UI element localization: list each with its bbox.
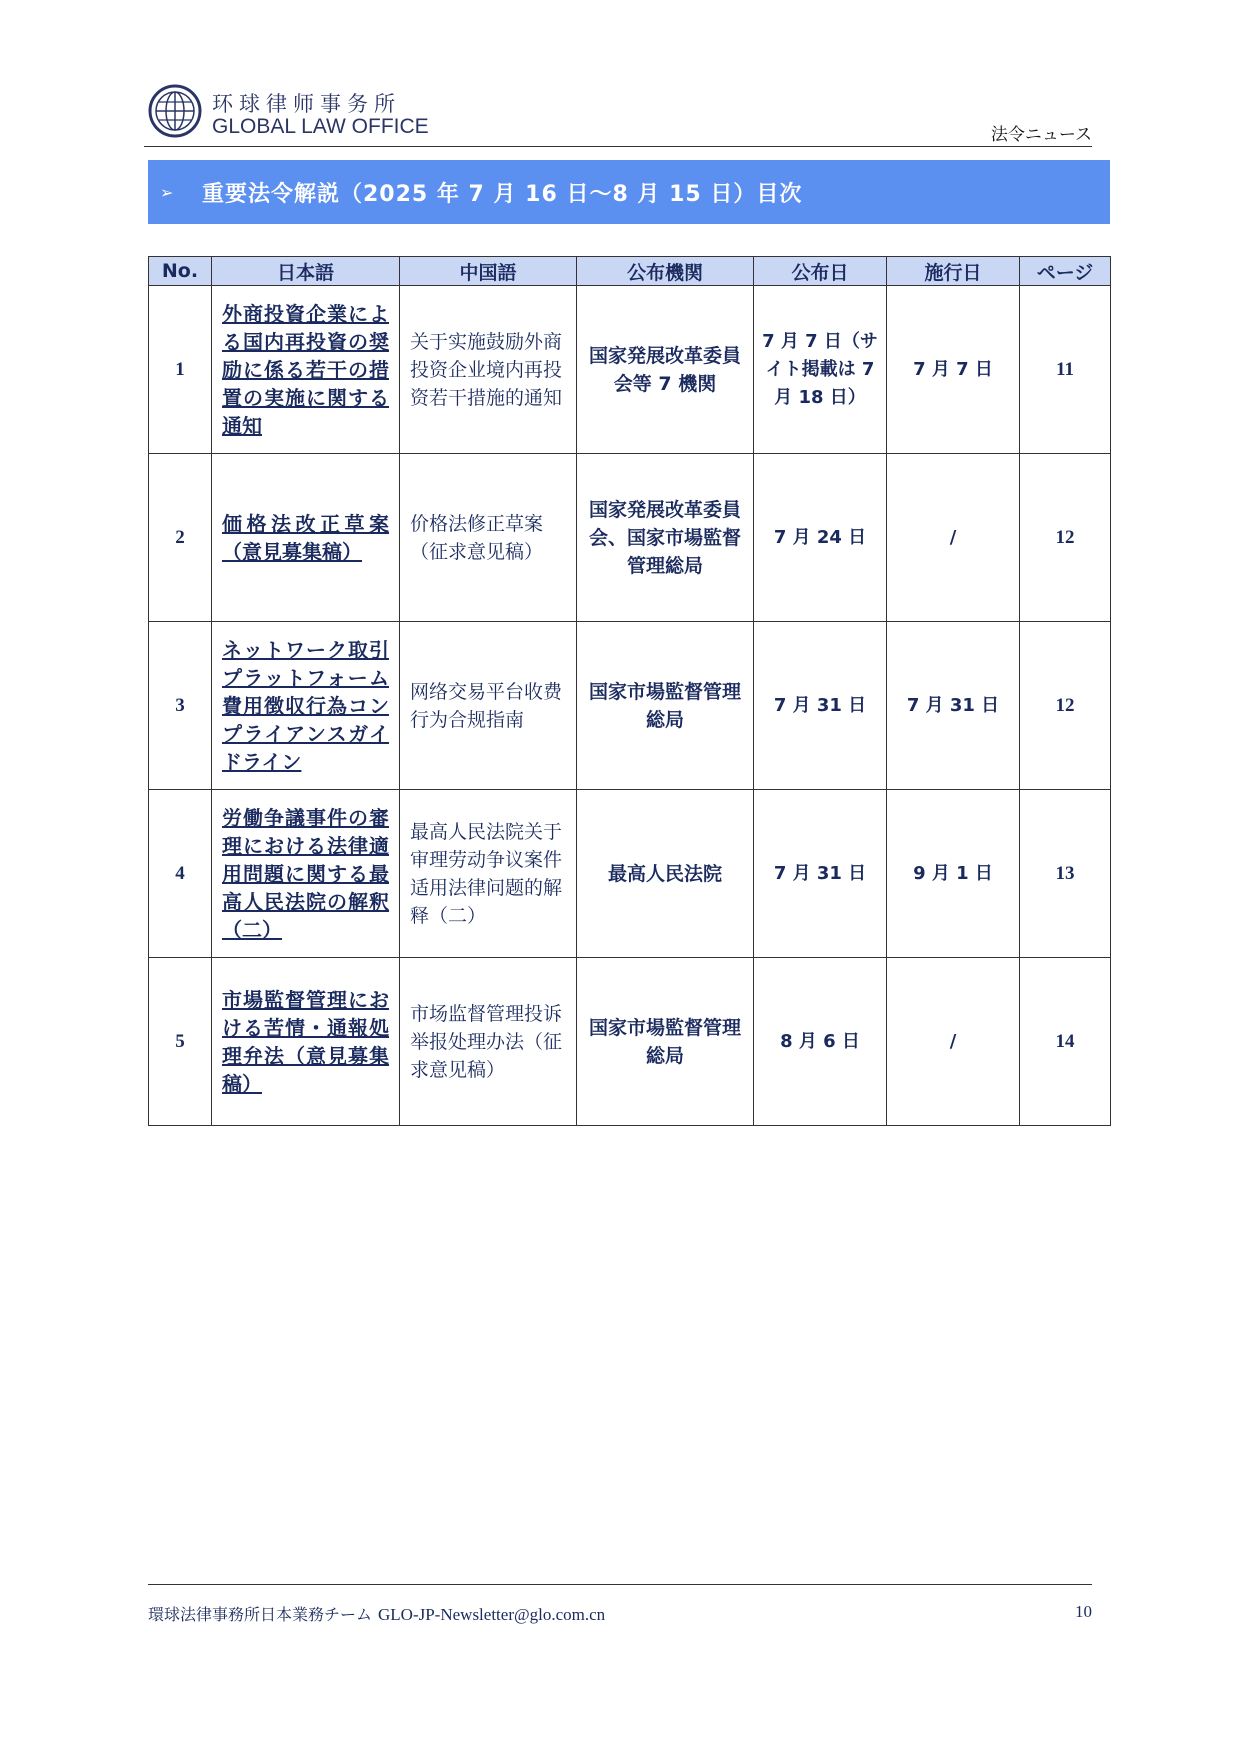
cell-effective: / bbox=[887, 958, 1020, 1126]
section-title: 重要法令解説（2025 年 7 月 16 日〜8 月 15 日）目次 bbox=[202, 181, 803, 207]
cell-page: 12 bbox=[1020, 622, 1111, 790]
table-header-row bbox=[149, 257, 1111, 286]
cell-no: 2 bbox=[149, 454, 212, 622]
newsletter-label: 法令ニュース bbox=[990, 125, 1092, 145]
cell-page: 11 bbox=[1020, 286, 1111, 454]
table-row bbox=[149, 454, 1111, 622]
cell-effective: 7 月 7 日 bbox=[887, 286, 1020, 454]
column-header-no: No. bbox=[149, 257, 212, 286]
header-divider bbox=[144, 146, 1092, 147]
cell-effective: / bbox=[887, 454, 1020, 622]
law-title-link[interactable]: 労働争議事件の審理における法律適用問題に関する最高人民法院の解釈（二） bbox=[222, 805, 389, 942]
cell-no: 3 bbox=[149, 622, 212, 790]
cell-published: 7 月 31 日 bbox=[754, 622, 887, 790]
cell-published: 7 月 24 日 bbox=[754, 454, 887, 622]
column-header-effective: 施行日 bbox=[887, 257, 1020, 286]
column-header-japanese: 日本語 bbox=[212, 257, 400, 286]
cell-page: 12 bbox=[1020, 454, 1111, 622]
cell-agency: 国家発展改革委員会、国家市場監督管理総局 bbox=[577, 454, 754, 622]
cell-chinese: 网络交易平台收费行为合规指南 bbox=[400, 622, 577, 790]
table-row bbox=[149, 622, 1111, 790]
cell-published: 8 月 6 日 bbox=[754, 958, 887, 1126]
contents-table bbox=[148, 256, 1111, 1126]
cell-page: 13 bbox=[1020, 790, 1111, 958]
cell-japanese bbox=[212, 958, 400, 1126]
cell-chinese: 关于实施鼓励外商投资企业境内再投资若干措施的通知 bbox=[400, 286, 577, 454]
law-title-link[interactable]: ネットワーク取引プラットフォーム費用徴収行為コンプライアンスガイドライン bbox=[222, 637, 389, 774]
footer-email: GLO-JP-Newsletter@glo.com.cn bbox=[378, 1605, 606, 1624]
arrow-bullet-icon: ➢ bbox=[160, 182, 174, 202]
section-banner bbox=[148, 160, 1110, 224]
page-header bbox=[148, 84, 1092, 146]
cell-published: 7 月 7 日（サイト掲載は 7 月 18 日） bbox=[754, 286, 887, 454]
brand-name-english: GLOBAL LAW OFFICE bbox=[212, 115, 429, 138]
table-row bbox=[149, 790, 1111, 958]
footer-divider bbox=[148, 1584, 1092, 1585]
footer-team-name: 環球法律事務所日本業務チーム bbox=[148, 1605, 373, 1624]
globe-logo-icon bbox=[148, 84, 202, 138]
cell-chinese: 最高人民法院关于审理劳动争议案件适用法律问题的解释（二） bbox=[400, 790, 577, 958]
law-title-link[interactable]: 市場監督管理における苦情・通報処理弁法（意見募集稿） bbox=[222, 987, 389, 1096]
cell-agency: 国家発展改革委員会等 7 機関 bbox=[577, 286, 754, 454]
column-header-page: ページ bbox=[1020, 257, 1111, 286]
cell-japanese bbox=[212, 790, 400, 958]
brand-name-chinese: 环球律师事务所 bbox=[212, 92, 401, 116]
column-header-agency: 公布機関 bbox=[577, 257, 754, 286]
cell-no: 1 bbox=[149, 286, 212, 454]
cell-no: 4 bbox=[149, 790, 212, 958]
cell-no: 5 bbox=[149, 958, 212, 1126]
cell-agency: 国家市場監督管理総局 bbox=[577, 958, 754, 1126]
cell-chinese: 价格法修正草案（征求意见稿） bbox=[400, 454, 577, 622]
cell-published: 7 月 31 日 bbox=[754, 790, 887, 958]
column-header-chinese: 中国語 bbox=[400, 257, 577, 286]
cell-agency: 最高人民法院 bbox=[577, 790, 754, 958]
table-row bbox=[149, 286, 1111, 454]
law-title-link[interactable]: 価格法改正草案（意見募集稿） bbox=[222, 511, 389, 564]
cell-japanese bbox=[212, 622, 400, 790]
column-header-published: 公布日 bbox=[754, 257, 887, 286]
cell-japanese bbox=[212, 286, 400, 454]
cell-agency: 国家市場監督管理総局 bbox=[577, 622, 754, 790]
cell-chinese: 市场监督管理投诉举报处理办法（征求意见稿） bbox=[400, 958, 577, 1126]
cell-effective: 7 月 31 日 bbox=[887, 622, 1020, 790]
page-footer bbox=[148, 1602, 605, 1625]
cell-page: 14 bbox=[1020, 958, 1111, 1126]
law-title-link[interactable]: 外商投資企業による国内再投資の奨励に係る若干の措置の実施に関する通知 bbox=[222, 301, 389, 438]
page-number: 10 bbox=[1075, 1602, 1092, 1621]
cell-japanese bbox=[212, 454, 400, 622]
cell-effective: 9 月 1 日 bbox=[887, 790, 1020, 958]
table-row bbox=[149, 958, 1111, 1126]
